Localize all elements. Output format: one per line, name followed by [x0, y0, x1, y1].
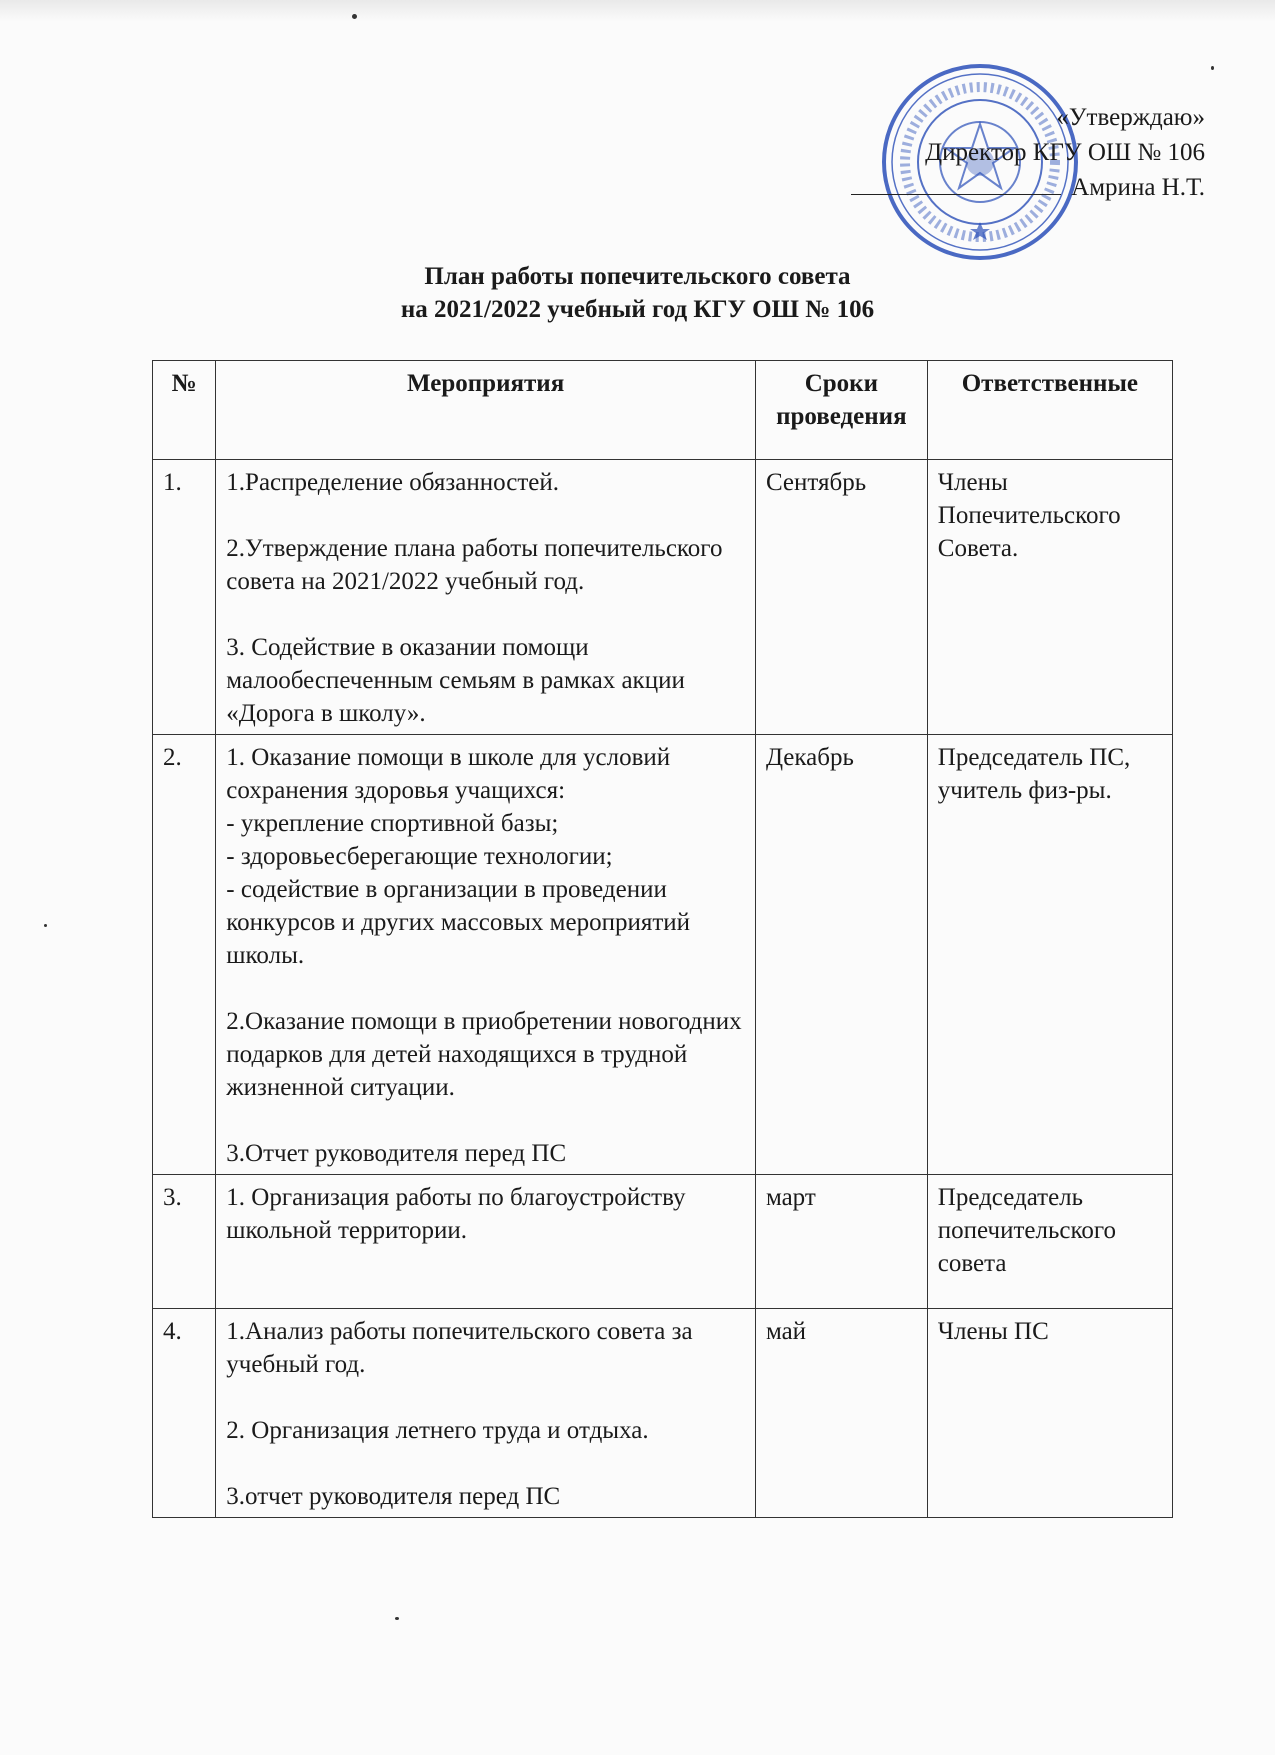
row-responsible: Председатель ПС, учитель физ-ры. [927, 735, 1172, 1175]
approval-position: Директор КГУ ОШ № 106 [925, 139, 1205, 166]
event-item: 2. Организация летнего труда и отдыха. [226, 1417, 649, 1444]
signature-line [851, 172, 1061, 195]
row-date: Сентябрь [755, 460, 927, 735]
event-item: 2.Оказание помощи в приобретении новогодних подарков для детей находящихся в трудной жизненной ситуации. [226, 1008, 742, 1101]
row-number: 3. [153, 1175, 216, 1309]
approval-heading: «Утверждаю» [1056, 104, 1205, 131]
event-item: 3.Отчет руководителя перед ПС [226, 1140, 567, 1167]
event-item: 1.Распределение обязанностей. [226, 469, 559, 496]
row-events [216, 460, 756, 735]
header-number: № [153, 361, 216, 460]
table-header-row [153, 361, 1173, 460]
table-row [153, 460, 1173, 735]
event-item: 1.Анализ работы попечительского совета за учебный год. [226, 1318, 693, 1378]
row-date: май [755, 1309, 927, 1518]
scan-speck [44, 924, 47, 927]
document-title-line-1: План работы попечительского совета [424, 263, 851, 290]
approval-block [851, 100, 1205, 205]
table-row [153, 1175, 1173, 1309]
plan-table [152, 360, 1173, 1518]
event-item: 1. Оказание помощи в школе для условий сохранения здоровья учащихся: - укрепление спортивной базы; - здоровьесберегающие технологии; - содействие в организации в проведении конкурсов и других массовых мероприятий школы. [226, 744, 691, 969]
scan-speck [352, 14, 357, 19]
row-number: 2. [153, 735, 216, 1175]
document-title-line-2: на 2021/2022 учебный год КГУ ОШ № 106 [400, 296, 875, 323]
row-responsible: Члены Попечительского Совета. [927, 460, 1172, 735]
approval-name: Амрина Н.Т. [1071, 174, 1205, 201]
scan-speck [1211, 66, 1214, 70]
row-date: Декабрь [755, 735, 927, 1175]
header-events: Мероприятия [216, 361, 756, 460]
row-number: 1. [153, 460, 216, 735]
table-row [153, 1309, 1173, 1518]
event-item: 1. Организация работы по благоустройству школьной территории. [226, 1184, 686, 1244]
row-date: март [755, 1175, 927, 1309]
row-events [216, 735, 756, 1175]
row-events [216, 1309, 756, 1518]
scan-speck [395, 1617, 399, 1620]
event-item: 3.отчет руководителя перед ПС [226, 1483, 561, 1510]
header-responsible: Ответственные [927, 361, 1172, 460]
scan-top-edge [0, 0, 1275, 22]
event-item: 3. Содействие в оказании помощи малообеспеченным семьям в рамках акции «Дорога в школу». [226, 634, 685, 727]
approval-signature-row [851, 170, 1205, 205]
event-item: 2.Утверждение плана работы попечительского совета на 2021/2022 учебный год. [226, 535, 723, 595]
header-dates: Сроки проведения [755, 361, 927, 460]
row-events [216, 1175, 756, 1309]
table-row [153, 735, 1173, 1175]
row-number: 4. [153, 1309, 216, 1518]
document-title [0, 260, 1275, 326]
row-responsible: Председатель попечительского совета [927, 1175, 1172, 1309]
row-responsible: Члены ПС [927, 1309, 1172, 1518]
